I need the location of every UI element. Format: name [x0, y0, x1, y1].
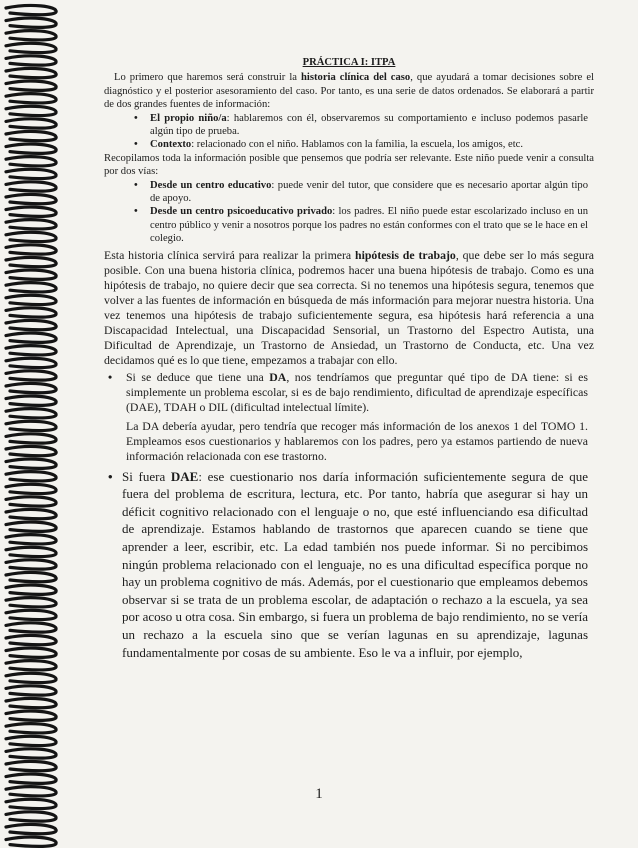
recap-paragraph: Recopilamos toda la información posible que pensemos que podría ser relevante. Este niño puede venir a consulta por dos vías:	[104, 152, 594, 178]
spiral-coil	[6, 635, 56, 644]
spiral-coil	[6, 837, 56, 846]
spiral-coil	[6, 5, 56, 14]
spiral-coil	[6, 320, 56, 329]
spiral-coil	[6, 472, 56, 481]
hypothesis-bold: hipótesis de trabajo	[355, 247, 456, 262]
intro-bold: historia clínica del caso	[301, 72, 411, 84]
hypothesis-text-c: , que debe ser lo más segura posible. Con una buena historia clínica, podremos hacer una buena hipótesis de trabajo. Como es una hipótesis de trabajo, no quiere decir que sea correcta. Si no tenemos una hipótesis segura, tenemos que volver a las fuentes de información en búsqueda de más información para mejorar nuestra historia. Una vez tenemos una hipótesis de trabajo suficientemente segura, esa hipótesis hará referencia a una Discapacidad Intelectual, una Discapacidad Sensorial, un Trastorno del Espectro Autista, una Dificultad de Aprendizaje, un Trastorno de Ansiedad, un Trastorno de Conducta, etc. Una vez decidamos qué es lo que tiene, empezamos a trabajar con ello.	[104, 247, 594, 367]
list-item	[104, 112, 588, 139]
spiral-binding	[0, 0, 62, 848]
spiral-coil	[6, 560, 56, 569]
source-bold: El propio niño/a	[150, 112, 227, 124]
route-bold: Desde un centro psicoeducativo privado	[150, 206, 333, 218]
spiral-coil	[6, 749, 56, 758]
spiral-coil	[6, 409, 56, 418]
spiral-coil	[6, 194, 56, 203]
spiral-coil	[6, 610, 56, 619]
spiral-coil	[6, 585, 56, 594]
page-title: PRÁCTICA I: ITPA	[302, 57, 396, 68]
sources-list	[104, 112, 594, 152]
spiral-coil	[6, 698, 56, 707]
spiral-coil	[6, 484, 56, 493]
spiral-coil	[6, 724, 56, 733]
spiral-coil	[6, 497, 56, 506]
spiral-coil	[6, 371, 56, 380]
spiral-coil	[6, 774, 56, 783]
spiral-coil	[6, 157, 56, 166]
spiral-coil	[6, 31, 56, 40]
route-text: : puede venir del tutor, que considere que es necesario aportar algún tipo de apoyo.	[150, 179, 588, 205]
spiral-coil	[6, 333, 56, 342]
source-bold: Contexto	[150, 139, 192, 151]
hypothesis-paragraph	[104, 248, 594, 368]
spiral-coil	[6, 119, 56, 128]
source-text: : hablaremos con él, observaremos su comportamiento e incluso podemos pasarle algún tipo de prueba.	[150, 112, 588, 138]
spiral-coil	[6, 346, 56, 355]
document-page	[104, 56, 594, 661]
da-text-a: Si se deduce que tiene una	[126, 369, 270, 384]
list-item	[104, 179, 588, 206]
spiral-coil	[6, 459, 56, 468]
routes-list	[104, 179, 594, 246]
spiral-coil	[6, 535, 56, 544]
dae-bold: DAE	[170, 468, 199, 484]
da-list	[104, 370, 594, 464]
spiral-coil	[6, 270, 56, 279]
intro-paragraph	[104, 71, 594, 111]
spiral-coil	[6, 169, 56, 178]
spiral-coil	[6, 68, 56, 77]
spiral-coil	[6, 761, 56, 770]
spiral-coil	[6, 106, 56, 115]
intro-text-a: Lo primero que haremos será construir la	[114, 72, 302, 84]
spiral-coil	[6, 736, 56, 745]
spiral-coil	[6, 18, 56, 27]
list-item	[104, 370, 588, 464]
route-bold: Desde un centro educativo	[150, 179, 272, 191]
hypothesis-text-a: Esta historia clínica servirá para realizar la primera	[104, 247, 356, 262]
da-subparagraph: La DA debería ayudar, pero tendría que recoger más información de los anexos 1 del TOMO 1. Empleamos esos cuestionarios y hablaremos con los padres, pero ya estamos partiendo de nueva información relacionada con ese trastorno.	[126, 418, 588, 463]
da-bold: DA	[269, 369, 287, 384]
spiral-coil	[6, 308, 56, 317]
list-item	[104, 138, 588, 151]
source-text: : relacionado con el niño. Hablamos con la familia, la escuela, los amigos, etc.	[191, 139, 524, 151]
dae-text-c: : ese cuestionario nos daría información suficientemente segura de que fuera del problema de escritura, lectura, etc. Por tanto, habría que asegurar si hay un déficit cognitivo relacionado con el lenguaje o no, que esté influenciando esa dificultad de aprendizaje. Estamos hablando de trastornos que aparecen cuando se tiene que aprender a leer, escribir, etc. La edad también nos puede informar. Si no percibimos ningún problema relacionado con el lenguaje, no es una dificultad específica porque no hay un problema cognitivo de más. Además, por el cuestionario que empleamos debemos observar si se trata de un problema escolar, de adaptación o rechazo a la escuela, ya sea por acoso u otra cosa. Sin embargo, si fuera un problema de bajo rendimiento, no se vería un rechazo a la escuela sino que se verían lagunas en su aprendizaje, lagunas fundamentalmente por cosas de su ambiente. Eso le va a influir, por ejemplo,	[122, 468, 588, 660]
spiral-coil	[6, 56, 56, 65]
spiral-coil	[6, 648, 56, 657]
spiral-coil	[6, 623, 56, 632]
spiral-coil	[6, 81, 56, 90]
spiral-coil	[6, 446, 56, 455]
spiral-coil	[6, 661, 56, 670]
spiral-coil	[6, 434, 56, 443]
spiral-coil	[6, 220, 56, 229]
spiral-coil	[6, 257, 56, 266]
list-item	[104, 468, 588, 662]
spiral-coil	[6, 94, 56, 103]
spiral-coil	[6, 182, 56, 191]
spiral-coil	[6, 283, 56, 292]
spiral-coil	[6, 232, 56, 241]
spiral-coil	[6, 131, 56, 140]
spiral-coil	[6, 522, 56, 531]
spiral-coil	[6, 686, 56, 695]
spiral-coil	[6, 396, 56, 405]
spiral-coil	[6, 358, 56, 367]
spiral-coil	[6, 421, 56, 430]
spiral-coil	[6, 383, 56, 392]
spiral-coil	[6, 572, 56, 581]
spiral-coil	[6, 598, 56, 607]
dae-text-a: Si fuera	[122, 468, 171, 484]
spiral-coil	[6, 245, 56, 254]
spiral-coil	[6, 547, 56, 556]
route-text: : los padres. El niño puede estar escolarizado incluso en un centro público y venir a nosotros porque los padres no están conformes con el trato que se le hace en el colegio.	[150, 206, 589, 245]
spiral-coil	[6, 824, 56, 833]
spiral-coil	[6, 509, 56, 518]
spiral-coil	[6, 711, 56, 720]
spiral-coil	[6, 673, 56, 682]
spiral-coil	[6, 144, 56, 153]
dae-list	[104, 468, 594, 662]
spiral-coil	[6, 43, 56, 52]
spiral-coil	[6, 295, 56, 304]
spiral-coil	[6, 812, 56, 821]
spiral-coil	[6, 207, 56, 216]
da-text-c: , nos tendríamos que preguntar qué tipo de DA tiene: si es simplemente un problema escolar, si es de bajo rendimiento, dificultad de aprendizaje específicas (DAE), TDAH o DIL (dificultad intelectual límite).	[126, 369, 588, 414]
intro-text-c: , que ayudará a tomar decisiones sobre el diagnóstico y el posterior asesoramiento del caso. Por tanto, es una serie de datos ordenados. Se elaborará a partir de dos grandes fuentes de información:	[104, 72, 594, 111]
list-item	[104, 205, 588, 245]
page-number: 1	[315, 786, 323, 802]
